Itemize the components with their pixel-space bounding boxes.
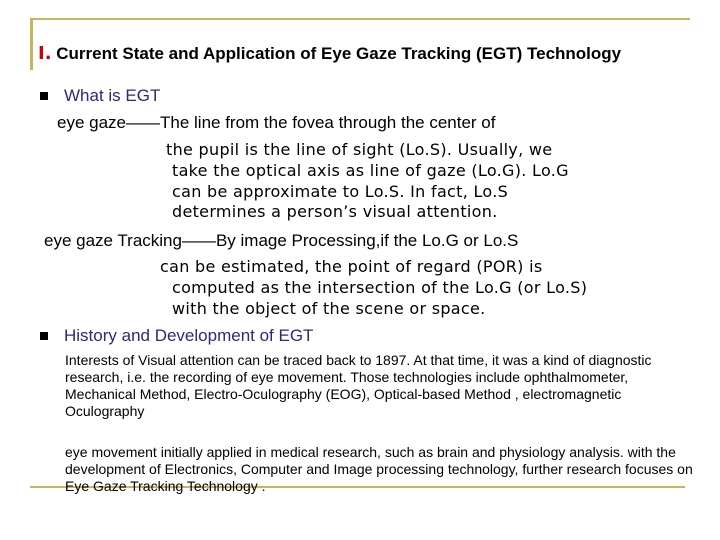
bullet-square-icon [40, 332, 48, 340]
bullet-square-icon [40, 92, 48, 100]
history-paragraph-2: eye movement initially applied in medical research, such as brain and physiology analysis. with the development of Electronics, Computer and Image processing technology, further research focuses on Eye Gaze Tracking Technology . [65, 444, 693, 494]
title-roman-numeral: Ⅰ. [38, 43, 52, 64]
frame-left-line [30, 18, 33, 70]
eye-gaze-definition-line1: the pupil is the line of sight (Lo.S). Usually, we [166, 140, 553, 159]
bullet-what-is-egt: What is EGT [64, 86, 161, 105]
history-paragraph-1: Interests of Visual attention can be traced back to 1897. At that time, it was a kind of diagnostic research, i.e. the recording of eye movement. Those technologies include ophthalmometer, Mechanical Method, Electro-Oculography (EOG), Optical-based Method , electromagnetic Oculography [65, 352, 652, 419]
eye-gaze-tracking-definition-head: eye gaze Tracking——By image Processing,if the Lo.G or Lo.S [44, 231, 519, 250]
slide-title [38, 44, 678, 64]
title-text: Current State and Application of Eye Gaze Tracking (EGT) Technology [51, 44, 622, 63]
bullet-history-development: History and Development of EGT [64, 326, 314, 345]
eye-gaze-tracking-definition-line1: can be estimated, the point of regard (POR) is [160, 257, 543, 276]
frame-top-line [30, 18, 690, 20]
eye-gaze-definition-rest: take the optical axis as line of gaze (Lo.G). Lo.G can be approximate to Lo.S. In fact, Lo.S determines a person’s visual attention. [172, 161, 569, 221]
eye-gaze-definition-head: eye gaze——The line from the fovea through the center of [57, 113, 496, 132]
eye-gaze-tracking-definition-rest: computed as the intersection of the Lo.G (or Lo.S) with the object of the scene or space. [172, 278, 588, 318]
